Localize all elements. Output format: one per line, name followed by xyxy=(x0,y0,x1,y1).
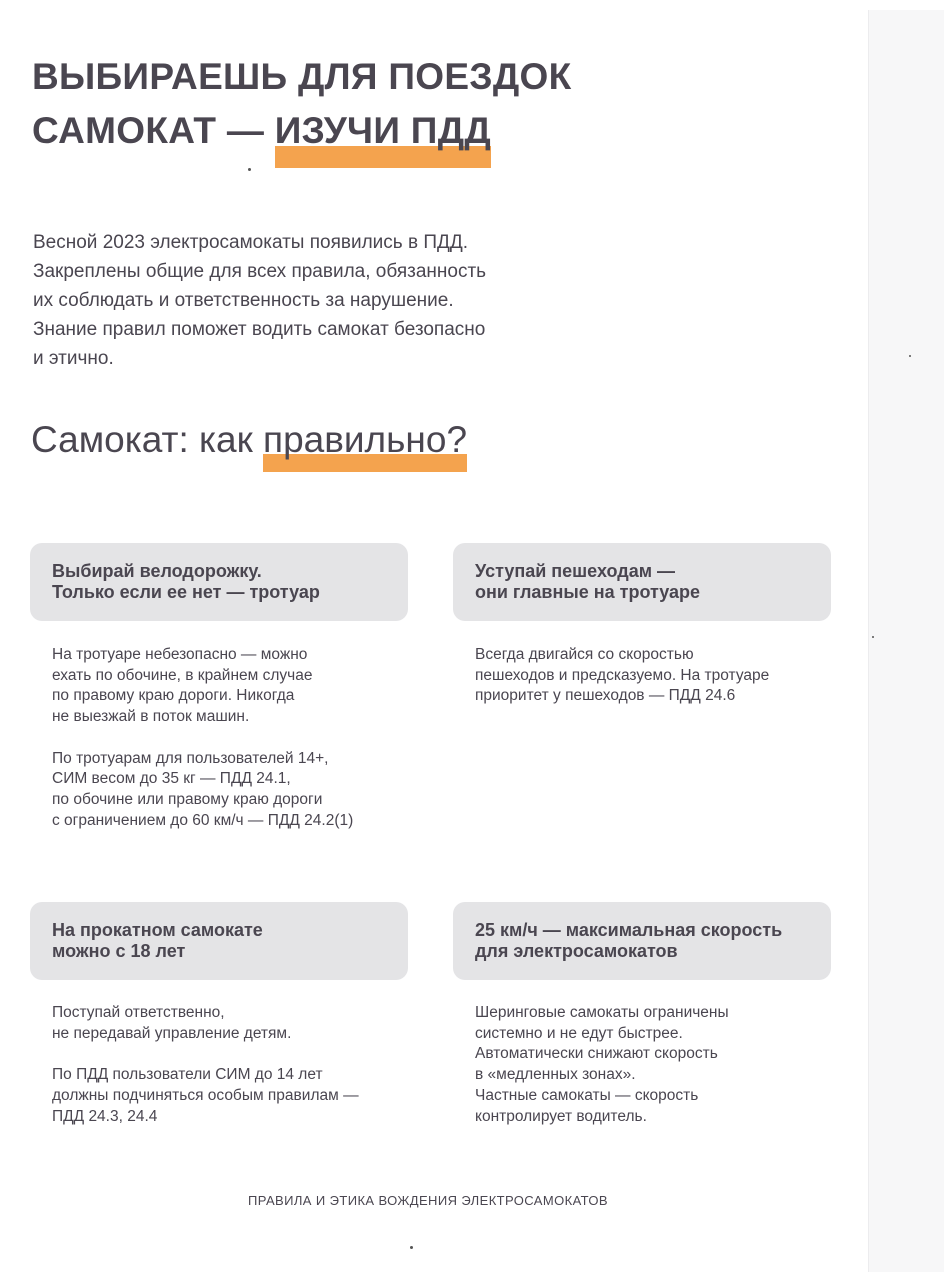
card-4-body: Шеринговые самокаты ограничены системно и не едут быстрее. Автоматически снижают скорость в «медленных зонах». Частные самокаты — скорость контролирует водитель. xyxy=(475,1004,729,1125)
scan-speck xyxy=(410,1246,413,1249)
title-line-1: ВЫБИРАЕШЬ ДЛЯ ПОЕЗДОК xyxy=(32,56,572,97)
card-4-header: 25 км/ч — максимальная скорость для электросамокатов xyxy=(453,902,831,980)
scan-speck xyxy=(872,636,874,638)
section-heading xyxy=(31,414,467,466)
title-highlight: ИЗУЧИ ПДД xyxy=(275,104,491,158)
card-2-header: Уступай пешеходам — они главные на тротуаре xyxy=(453,543,831,621)
card-1-header: Выбирай велодорожку. Только если ее нет — тротуар xyxy=(30,543,408,621)
scan-speck xyxy=(909,355,911,357)
title-line-2-prefix: САМОКАТ — xyxy=(32,110,275,151)
section-heading-prefix: Самокат: как xyxy=(31,419,264,460)
card-1-body: На тротуаре небезопасно — можно ехать по обочине, в крайнем случае по правому краю дороги. Никогда не выезжай в поток машин. По тротуарам для пользователей 14+, СИМ весом до 35 кг — ПДД 24.1, по обочине или правому краю дороги с ограничением до 60 км/ч — ПДД 24.2(1) xyxy=(52,646,354,829)
card-2-body: Всегда двигайся со скоростью пешеходов и предсказуемо. На тротуаре приоритет у пешеходов — ПДД 24.6 xyxy=(475,646,770,705)
page-title xyxy=(32,50,571,158)
scan-page-edge xyxy=(868,10,944,1272)
title-line-2 xyxy=(32,104,571,158)
intro-paragraph: Весной 2023 электросамокаты появились в ПДД. Закреплены общие для всех правила, обязанность их соблюдать и ответственность за нарушение. Знание правил поможет водить самокат безопасно и этично. xyxy=(33,232,487,369)
card-3-body: Поступай ответственно, не передавай управление детям. По ПДД пользователи СИМ до 14 лет должны подчиняться особым правилам — ПДД 24.3, 24.4 xyxy=(52,1004,359,1125)
scan-speck xyxy=(248,168,251,171)
footer-caption: ПРАВИЛА И ЭТИКА ВОЖДЕНИЯ ЭЛЕКТРОСАМОКАТОВ xyxy=(248,1193,608,1208)
section-heading-highlight: правильно? xyxy=(263,414,467,466)
card-3-header: На прокатном самокате можно с 18 лет xyxy=(30,902,408,980)
